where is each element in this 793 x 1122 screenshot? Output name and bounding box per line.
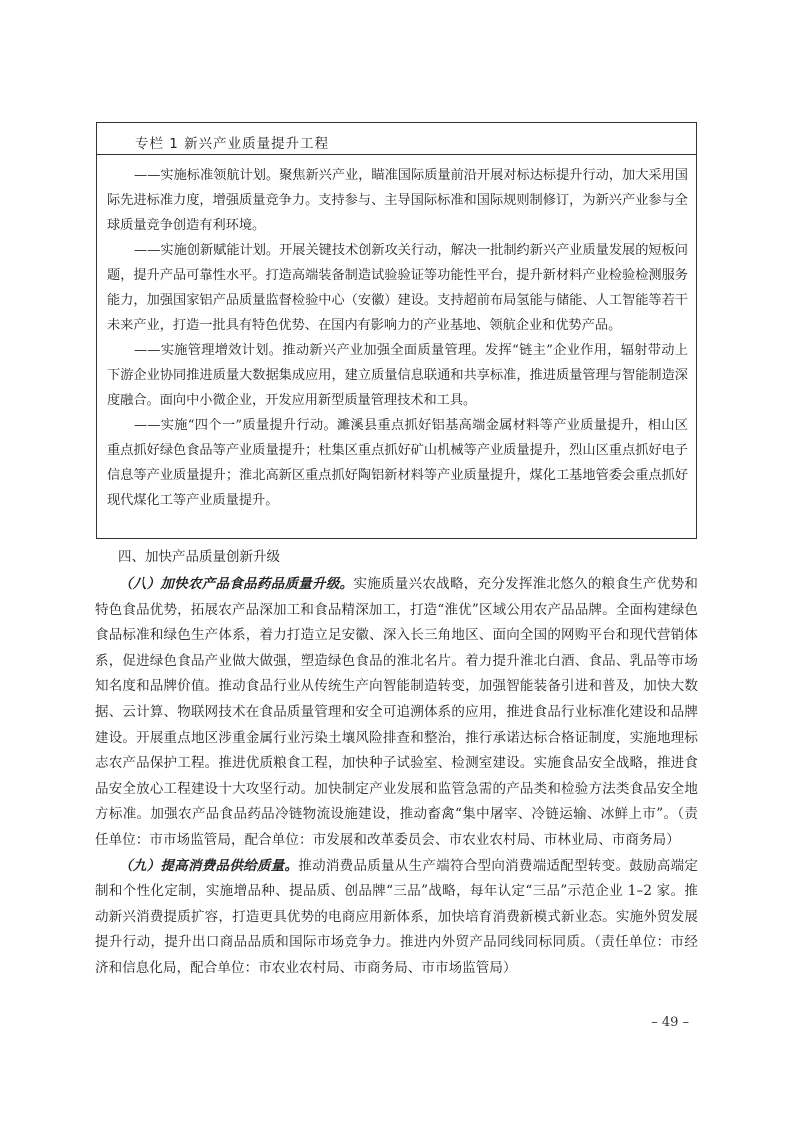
- feature-box-title: 专栏 1 新兴产业质量提升工程: [97, 123, 696, 155]
- box-paragraph: ——实施“四个一”质量提升行动。濉溪县重点抓好铝基高端金属材料等产业质量提升，相山区重点抓好绿色食品等产业质量提升；杜集区重点抓好矿山机械等产业质量提升，烈山区重点抓好电子信息等产业质量提升；淮北高新区重点抓好陶铝新材料等产业质量提升，煤化工基地管委会重点抓好现代煤化工等产业质量提升。: [107, 418, 688, 508]
- box-paragraph: ——实施管理增效计划。推动新兴产业加强全面质量管理。发挥“链主”企业作用，辐射带动上下游企业协同推进质量大数据集成应用，建立质量信息联通和共享标准，推进质量管理与智能制造深度融合。面向中小微企业，开发应用新型质量管理技术和工具。: [107, 343, 688, 408]
- main-content: [95, 572, 698, 982]
- box-paragraph: ——实施标准领航计划。聚焦新兴产业，瞄准国际质量前沿开展对标达标提升行动，加大采用国际先进标准力度，增强质量竞争力。支持参与、主导国际标准和国际规则制修订，为新兴产业参与全球质量竞争创造有利环境。: [107, 168, 688, 233]
- feature-box: [96, 122, 697, 539]
- paragraph-9: [95, 854, 698, 982]
- paragraph-text: 实施质量兴农战略，充分发挥淮北悠久的粮食生产优势和特色食品优势，拓展农产品深加工和食品精深加工，打造“淮优”区域公用农产品品牌。全面构建绿色食品标准和绿色生产体系，着力打造立足安徽、深入长三角地区、面向全国的网购平台和现代营销体系，促进绿色食品产业做大做强，塑造绿色食品的淮北名片。着力提升淮北白酒、食品、乳品等市场知名度和品牌价值。推动食品行业从传统生产向智能制造转变，加强智能装备引进和普及，加快大数据、云计算、物联网技术在食品质量管理和安全可追溯体系的应用，推进食品行业标准化建设和品牌建设。开展重点地区涉重金属行业污染土壤风险排查和整治，推行承诺达标合格证制度，实施地理标志农产品保护工程。推进优质粮食工程，加快种子试验室、检测室建设。实施食品安全战略，推进食品安全放心工程建设十大攻坚行动。加快制定产业发展和监管急需的产品类和检验方法类食品安全地方标准。加强农产品食品药品冷链物流设施建设，推动畜禽“集中屠宰、冷链运输、冰鲜上市”。（责任单位：市市场监管局，配合单位：市发展和改革委员会、市农业农村局、市林业局、市商务局）: [95, 576, 699, 848]
- section-heading: 四、加快产品质量创新升级: [118, 549, 280, 565]
- paragraph-text: 推动消费品质量从生产端符合型向消费端适配型转变。鼓励高端定制和个性化定制，实施增品种、提品质、创品牌“三品”战略，每年认定“三品”示范企业 1–2 家。推动新兴消费提质扩容，打造更具优势的电商应用新体系，加快培育消费新模式新业态。实施外贸发展提升行动，提升出口商品品质和国际市场竞争力。推进内外贸产品同线同标同质。（责任单位：市经济和信息化局，配合单位：市农业农村局、市商务局、市市场监管局）: [95, 857, 698, 976]
- box-paragraph: ——实施创新赋能计划。开展关键技术创新攻关行动，解决一批制约新兴产业质量发展的短板问题，提升产品可靠性水平。打造高端装备制造试验验证等功能性平台，提升新材料产业检验检测服务能力，加强国家铝产品质量监督检验中心（安徽）建设。支持超前布局氢能与储能、人工智能等若干未来产业，打造一批具有特色优势、在国内有影响力的产业基地、领航企业和优势产品。: [107, 243, 688, 333]
- paragraph-lead: （八）加快农产品食品药品质量升级。: [119, 576, 354, 592]
- paragraph-8: [95, 572, 698, 854]
- page-number: – 49 –: [651, 1015, 689, 1030]
- paragraph-lead: （九）提高消费品供给质量。: [119, 857, 299, 874]
- feature-box-body: [97, 155, 696, 513]
